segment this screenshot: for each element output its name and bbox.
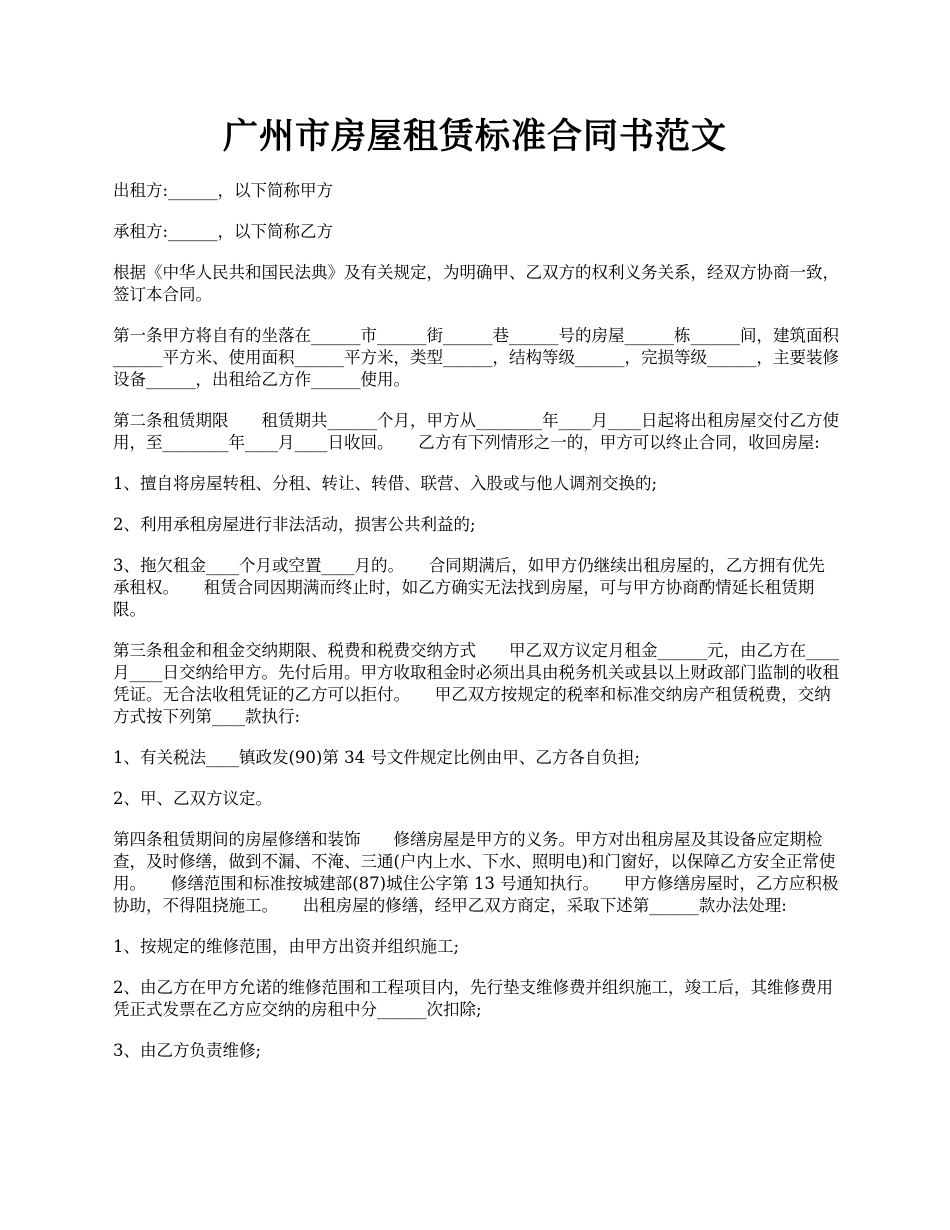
document-body [113, 180, 839, 1081]
paragraph-article-1: 第一条甲方将自有的坐落在______市______街______巷______号的房屋______栋______间，建筑面积______平方米、使用面积______平方米，类型______，结构等级______，完损等级______，主要装修设备______，出租给乙方作______使用。 [113, 326, 839, 389]
paragraph-article-4: 第四条租赁期间的房屋修缮和装饰 修缮房屋是甲方的义务。甲方对出租房屋及其设备应定期检查，及时修缮，做到不漏、不淹、三通(户内上水、下水、照明电)和门窗好，以保障乙方安全正常使用。 修缮范围和标准按城建部(87)城住公字第 13 号通知执行。 甲方修缮房屋时，乙方应积极协助，不得阻挠施工。 出租房屋的修缮，经甲乙双方商定，采取下述第______款办法处理: [113, 830, 839, 915]
paragraph-article-3: 第三条租金和租金交纳期限、税费和税费交纳方式 甲乙双方议定月租金______元，由乙方在____月____日交纳给甲方。先付后用。甲方收取租金时必须出具由税务机关或县以上财政部门监制的收租凭证。无合法收租凭证的乙方可以拒付。 甲乙双方按规定的税率和标准交纳房产租赁税费，交纳方式按下列第____款执行: [113, 641, 839, 726]
paragraph-article-4-item-3: 3、由乙方负责维修; [113, 1041, 262, 1060]
paragraph-article-3-item-1: 1、有关税法____镇政发(90)第 34 号文件规定比例由甲、乙方各自负担; [113, 748, 640, 767]
paragraph-article-3-item-2: 2、甲、乙双方议定。 [113, 789, 272, 808]
paragraph-lessor: 出租方:______，以下简称甲方 [113, 181, 334, 200]
document-title: 广州市房屋租赁标准合同书范文 [222, 116, 727, 157]
paragraph-article-2-item-3: 3、拖欠租金____个月或空置____月的。 合同期满后，如甲方仍继续出租房屋的，乙方拥有优先承租权。 租赁合同因期满而终止时，如乙方确实无法找到房屋，可与甲方协商酌情延长租赁期限。 [113, 556, 825, 619]
paragraph-article-4-item-2: 2、由乙方在甲方允诺的维修范围和工程项目内，先行垫支维修费并组织施工，竣工后，其维修费用凭正式发票在乙方应交纳的房租中分______次扣除; [113, 978, 833, 1019]
paragraph-article-2: 第二条租赁期限 租赁期共______个月，甲方从________年____月____日起将出租房屋交付乙方使用，至________年____月____日收回。 乙方有下列情形之一的，甲方可以终止合同，收回房屋: [113, 411, 839, 452]
paragraph-article-2-item-2: 2、利用承租房屋进行非法活动，损害公共利益的; [113, 515, 476, 534]
paragraph-article-4-item-1: 1、按规定的维修范围，由甲方出资并组织施工; [113, 937, 460, 956]
paragraph-preamble: 根据《中华人民共和国民法典》及有关规定，为明确甲、乙双方的权利义务关系，经双方协商一致，签订本合同。 [113, 263, 839, 304]
paragraph-article-2-item-1: 1、擅自将房屋转租、分租、转让、转借、联营、入股或与他人调剂交换的; [113, 474, 658, 493]
paragraph-lessee: 承租方:______，以下简称乙方 [113, 222, 334, 241]
